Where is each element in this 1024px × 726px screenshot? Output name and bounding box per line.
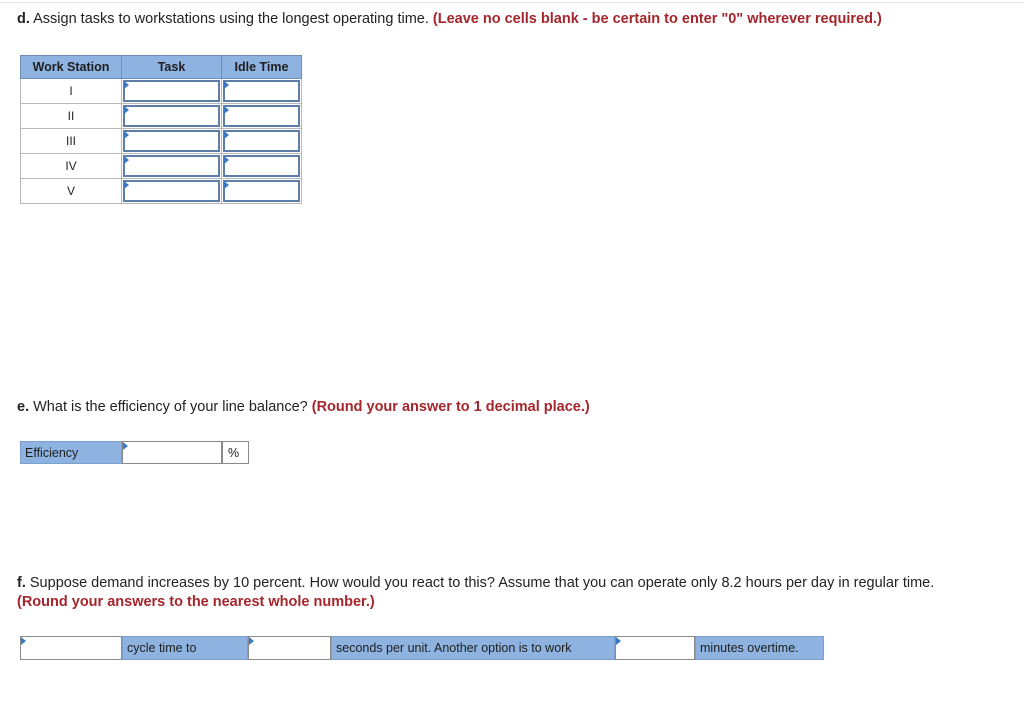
idle-time-input-5[interactable] [225, 182, 298, 200]
station-label: III [21, 129, 122, 154]
input-marker-icon [21, 637, 26, 645]
idle-time-input-2[interactable] [225, 107, 298, 125]
idle-time-input-4[interactable] [225, 157, 298, 175]
question-e-note: (Round your answer to 1 decimal place.) [311, 399, 590, 415]
input-marker-icon [249, 637, 254, 645]
minutes-overtime-text: minutes overtime. [695, 636, 824, 660]
efficiency-row [20, 441, 249, 464]
table-row [21, 104, 302, 129]
header-work-station: Work Station [21, 56, 122, 79]
input-marker-icon [123, 442, 128, 450]
overtime-minutes-input[interactable] [616, 637, 694, 659]
table-row [21, 154, 302, 179]
input-marker-icon [124, 181, 129, 189]
task-input-2[interactable] [125, 107, 218, 125]
question-f-note: (Round your answers to the nearest whole number.) [17, 594, 375, 610]
question-e-text: What is the efficiency of your line balance? [33, 399, 308, 415]
input-marker-icon [224, 181, 229, 189]
task-input-4[interactable] [125, 157, 218, 175]
question-f-label: f. [17, 575, 26, 591]
task-input-1[interactable] [125, 82, 218, 100]
idle-time-input-3[interactable] [225, 132, 298, 150]
station-label: IV [21, 154, 122, 179]
percent-unit: % [222, 441, 249, 464]
station-label: V [21, 179, 122, 204]
table-row [21, 79, 302, 104]
input-marker-icon [124, 131, 129, 139]
task-input-3[interactable] [125, 132, 218, 150]
task-input-5[interactable] [125, 182, 218, 200]
question-f [17, 574, 977, 612]
input-marker-icon [224, 81, 229, 89]
workstation-table [20, 55, 302, 204]
input-marker-icon [124, 156, 129, 164]
question-e-label: e. [17, 399, 30, 415]
input-marker-icon [224, 106, 229, 114]
reaction-input[interactable] [21, 637, 121, 659]
cycle-time-text: cycle time to [122, 636, 248, 660]
top-divider [0, 2, 1024, 3]
question-d [17, 10, 882, 29]
question-f-text: Suppose demand increases by 10 percent. How would you react to this? Assume that you can operate only 8.2 hours per day in regular time. [29, 575, 935, 591]
question-d-note: (Leave no cells blank - be certain to enter "0" wherever required.) [432, 11, 882, 27]
idle-time-input-1[interactable] [225, 82, 298, 100]
station-label: I [21, 79, 122, 104]
table-row [21, 179, 302, 204]
input-marker-icon [124, 106, 129, 114]
overtime-answer-row [20, 636, 824, 660]
table-row [21, 129, 302, 154]
question-d-label: d. [17, 11, 30, 27]
input-marker-icon [224, 131, 229, 139]
input-marker-icon [124, 81, 129, 89]
seconds-per-unit-text: seconds per unit. Another option is to work [331, 636, 615, 660]
station-label: II [21, 104, 122, 129]
question-d-text: Assign tasks to workstations using the longest operating time. [33, 11, 429, 27]
header-idle-time: Idle Time [222, 56, 302, 79]
input-marker-icon [224, 156, 229, 164]
header-task: Task [122, 56, 222, 79]
question-e [17, 398, 590, 417]
efficiency-input[interactable] [123, 442, 221, 463]
efficiency-label: Efficiency [20, 441, 122, 464]
input-marker-icon [616, 637, 621, 645]
cycle-time-input[interactable] [249, 637, 330, 659]
